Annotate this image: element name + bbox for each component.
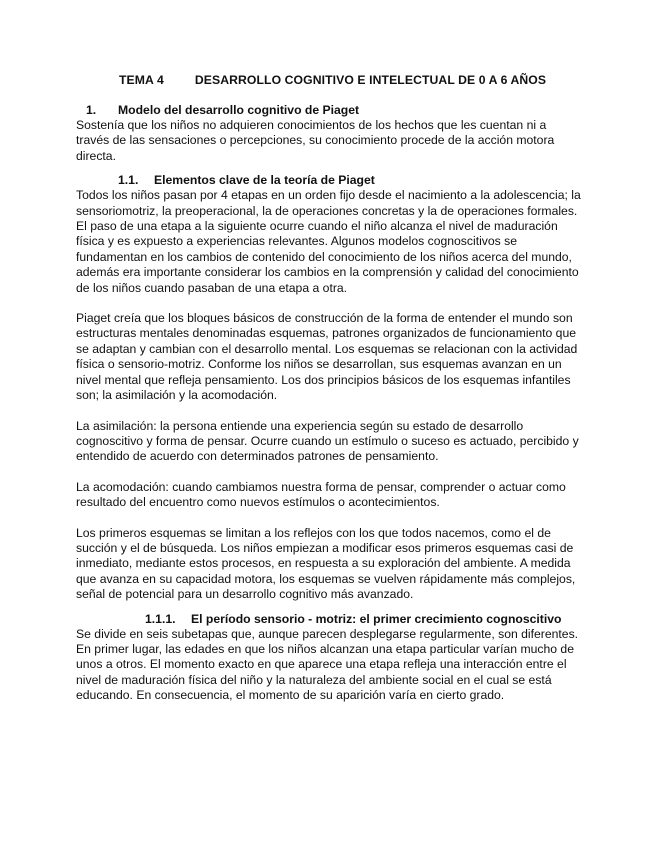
section-title-1-1: Elementos clave de la teoría de Piaget (154, 173, 375, 188)
paragraph-sensorimotor: Se divide en seis subetapas que, aunque parecen desplegarse regularmente, son diferentes. En primer lugar, las edades en que los niños alcanzan una etapa particular varían mucho de unos a otros. El momento exacto en que aparece una etapa refleja una interacción entre el nivel de maduración física del niño y la naturaleza del ambiente social en el cual se está educando. En consecuencia, el momento de su aparición varía en cierto grado. (76, 626, 579, 703)
section-number-1-1-1: 1.1.1. (145, 611, 176, 626)
section-number-1: 1. (86, 103, 97, 117)
page-title (119, 72, 582, 88)
title-text: DESARROLLO COGNITIVO E INTELECTUAL DE 0 A 6 AÑOS (194, 73, 547, 87)
section-title-1-1-1: El período sensorio - motriz: el primer crecimiento cognoscitivo (191, 611, 562, 626)
section-title-1: Modelo del desarrollo cognitivo de Piaget (118, 103, 360, 117)
section-heading-1-1-1 (76, 611, 582, 627)
paragraph-schemes: Piaget creía que los bloques básicos de construcción de la forma de entender el mundo son estructuras mentales denominadas esquemas, patrones organizados de funcionamiento que se adaptan y cambian con el desarrollo mental. Los esquemas se relacionan con la actividad física o sensorio-motriz. Conforme los niños se desarrollan, sus esquemas avanzan en un nivel mental que refleja pensamiento. Los dos principios básicos de los esquemas infantiles son; la asimilación y la acomodación. (76, 311, 578, 403)
paragraph-assimilation: La asimilación: la persona entiende una experiencia según su estado de desarrollo cognoscitivo y forma de pensar. Ocurre cuando un estímulo o suceso es actuado, percibido y entendido de acuerdo con determinados patrones de pensamiento. (76, 418, 579, 464)
section-1-paragraph: Sostenía que los niños no adquieren conocimientos de los hechos que les cuentan ni a través de las sensaciones o percepciones, su conocimiento procede de la acción motora directa. (76, 118, 555, 163)
section-heading-1 (76, 102, 582, 118)
document-content (76, 72, 582, 704)
paragraph-accommodation: La acomodación: cuando cambiamos nuestra forma de pensar, comprender o actuar como resultado del encuentro como nuevos estímulos o acontecimientos. (76, 479, 566, 510)
section-heading-1-1 (76, 172, 582, 188)
title-number: TEMA 4 (119, 73, 164, 87)
paragraph-stages: Todos los niños pasan por 4 etapas en un orden fijo desde el nacimiento a la adolescencia; la sensoriomotriz, la preoperacional, la de operaciones concretas y la de operaciones formales. El paso de una etapa a la siguiente ocurre cuando el niño alcanza el nivel de maduración física y es expuesto a experiencias relevantes. Algunos modelos cognoscitivos se fundamentan en los cambios de contenido del conocimiento de los niños acerca del mundo, además era importante considerar los cambios en la comprensión y calidad del conocimiento de los niños cuando pasaban de una etapa a otra. (76, 188, 581, 295)
paragraph-first-schemes: Los primeros esquemas se limitan a los reflejos con los que todos nacemos, como el de succión y el de búsqueda. Los niños empiezan a modificar esos primeros esquemas casi de inmediato, mediante estos procesos, en respuesta a su exploración del ambiente. A medida que avanza en su capacidad motora, los esquemas se vuelven rápidamente más complejos, señal de potencial para un desarrollo cognitivo más avanzado. (76, 525, 576, 602)
section-number-1-1: 1.1. (118, 173, 139, 188)
